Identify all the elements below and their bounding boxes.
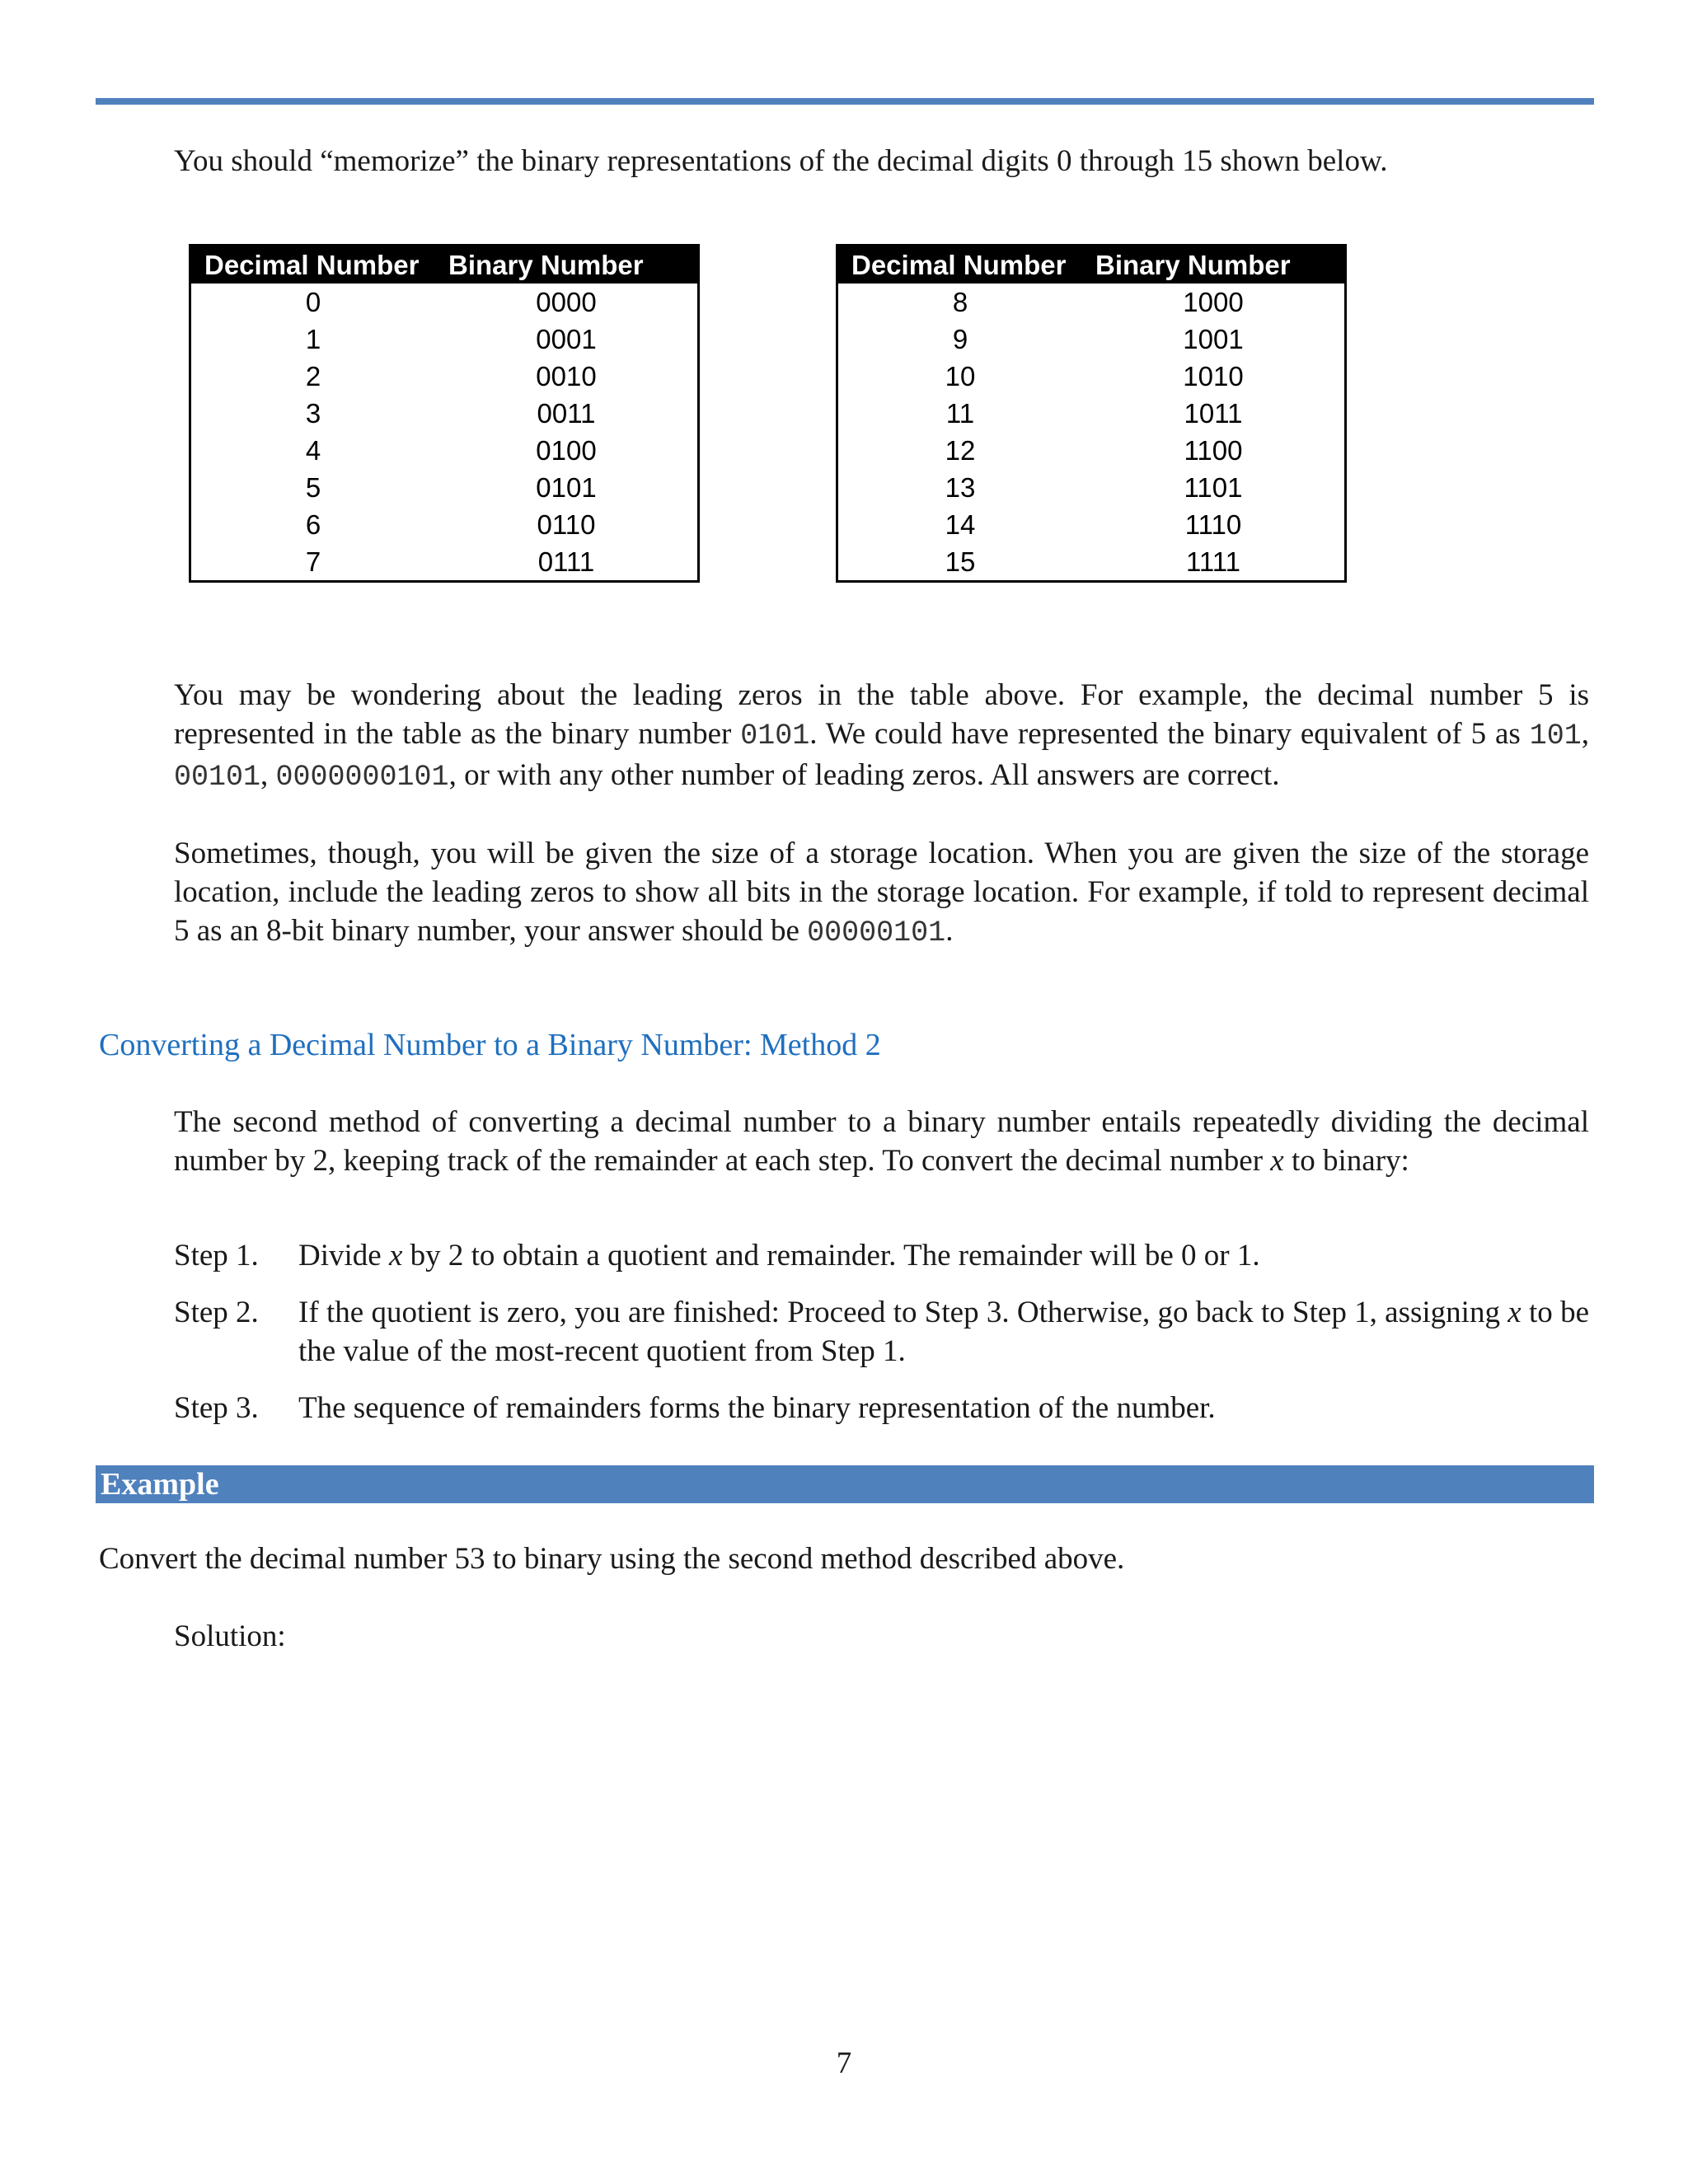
table-header-row (190, 246, 699, 284)
decimal-cell: 13 (945, 471, 976, 503)
binary-cell: 0010 (536, 360, 597, 391)
table-row (190, 543, 699, 582)
table-row (190, 395, 699, 432)
step-1 (174, 1236, 1589, 1275)
binary-cell: 0110 (537, 509, 596, 540)
binary-cell: 0100 (536, 434, 597, 466)
table-row (190, 506, 699, 543)
binary-code: 0000000101 (275, 761, 449, 794)
decimal-cell: 10 (945, 360, 976, 391)
table-row (837, 395, 1346, 432)
binary-cell: 1010 (1183, 360, 1244, 391)
table-header-row (837, 246, 1346, 284)
method-paragraph (174, 1103, 1589, 1180)
para-text: , (260, 758, 276, 792)
table-row (837, 321, 1346, 358)
binary-cell: 0101 (536, 471, 597, 503)
binary-code: 00101 (174, 761, 261, 794)
binary-cell: 1011 (1184, 397, 1243, 429)
header-binary: Binary Number (1082, 246, 1346, 284)
decimal-cell: 12 (945, 434, 976, 466)
binary-cell: 0001 (536, 323, 597, 354)
decimal-cell: 6 (305, 509, 321, 540)
binary-cell: 1110 (1184, 509, 1242, 540)
storage-location-paragraph (174, 834, 1589, 953)
para-text: , or with any other number of leading zeros. All answers are correct. (448, 758, 1280, 792)
step-label: Step 3. (174, 1391, 259, 1425)
binary-code: 101 (1529, 719, 1582, 752)
binary-table-left (189, 244, 700, 583)
example-prompt: Convert the decimal number 53 to binary using the second method described above. (99, 1542, 1125, 1576)
para-text: Sometimes, though, you will be given the size of a storage location. When you are given the size of the storage location, include the leading zeros to show all bits in the storage location. For example, if told to represent decimal 5 as an 8-bit binary number, your answer should be (174, 837, 1589, 948)
step-text: If the quotient is zero, you are finished: Proceed to Step 3. Otherwise, go back to Step 1, assigning x to be the value of the most-recent quotient from Step 1. (298, 1296, 1590, 1368)
binary-cell: 1101 (1184, 471, 1243, 503)
binary-cell: 0111 (537, 546, 595, 577)
header-decimal: Decimal Number (837, 246, 1083, 284)
step-label: Step 2. (174, 1296, 259, 1329)
decimal-cell: 14 (945, 509, 976, 540)
table-row (837, 284, 1346, 321)
table-row (837, 506, 1346, 543)
binary-cell: 1001 (1183, 323, 1244, 354)
header-decimal: Decimal Number (190, 246, 436, 284)
step-label: Step 1. (174, 1239, 259, 1272)
binary-cell: 1100 (1184, 434, 1243, 466)
decimal-cell: 9 (952, 323, 968, 354)
para-text: . We could have represented the binary equivalent of 5 as (809, 717, 1530, 751)
para-text: You may be wondering about the leading zeros in the table above. For example, the decimal number 5 is represented in the table as the binary number (174, 678, 1589, 751)
binary-cell: 1000 (1183, 286, 1244, 317)
variable-x: x (1507, 1296, 1522, 1329)
table-row (837, 469, 1346, 506)
intro-paragraph: You should “memorize” the binary representations of the decimal digits 0 through 15 shown below. (174, 144, 1388, 178)
decimal-cell: 15 (945, 546, 976, 577)
step-text: Divide x by 2 to obtain a quotient and remainder. The remainder will be 0 or 1. (298, 1239, 1260, 1272)
decimal-cell: 0 (305, 286, 321, 317)
decimal-cell: 2 (305, 360, 321, 391)
binary-cell: 1111 (1185, 546, 1241, 577)
decimal-cell: 5 (305, 471, 321, 503)
table-row (837, 358, 1346, 395)
table-row (190, 284, 699, 321)
decimal-cell: 11 (945, 397, 975, 429)
binary-table-right (836, 244, 1347, 583)
step-text: The sequence of remainders forms the binary representation of the number. (298, 1391, 1216, 1425)
para-text: The second method of converting a decimal number to a binary number entails repeatedly dividing the decimal number by 2, keeping track of the remainder at each step. To convert the decimal number (174, 1105, 1589, 1178)
section-heading: Converting a Decimal Number to a Binary Number: Method 2 (99, 1028, 881, 1062)
table-row (837, 432, 1346, 469)
binary-code: 0101 (740, 719, 810, 752)
step-3 (174, 1389, 1589, 1427)
para-text: . (945, 914, 954, 948)
variable-x: x (388, 1239, 403, 1272)
binary-cell: 0000 (536, 286, 597, 317)
solution-label: Solution: (174, 1619, 286, 1653)
table-row (837, 543, 1346, 582)
variable-x: x (1270, 1144, 1284, 1178)
binary-cell: 0011 (537, 397, 596, 429)
page-number: 7 (836, 2046, 852, 2080)
decimal-cell: 4 (305, 434, 321, 466)
example-banner (96, 1465, 1594, 1503)
table-row (190, 321, 699, 358)
table-row (190, 358, 699, 395)
decimal-cell: 3 (305, 397, 321, 429)
header-binary: Binary Number (435, 246, 699, 284)
para-text: , (1581, 717, 1589, 751)
para-text: to binary: (1283, 1144, 1409, 1178)
decimal-cell: 8 (952, 286, 968, 317)
step-2 (174, 1293, 1589, 1371)
binary-code: 00000101 (807, 916, 946, 949)
leading-zeros-paragraph (174, 676, 1589, 797)
table-row (190, 469, 699, 506)
table-row (190, 432, 699, 469)
decimal-cell: 1 (305, 323, 321, 354)
top-rule (96, 98, 1594, 105)
decimal-cell: 7 (305, 546, 321, 577)
example-label: Example (101, 1467, 219, 1502)
